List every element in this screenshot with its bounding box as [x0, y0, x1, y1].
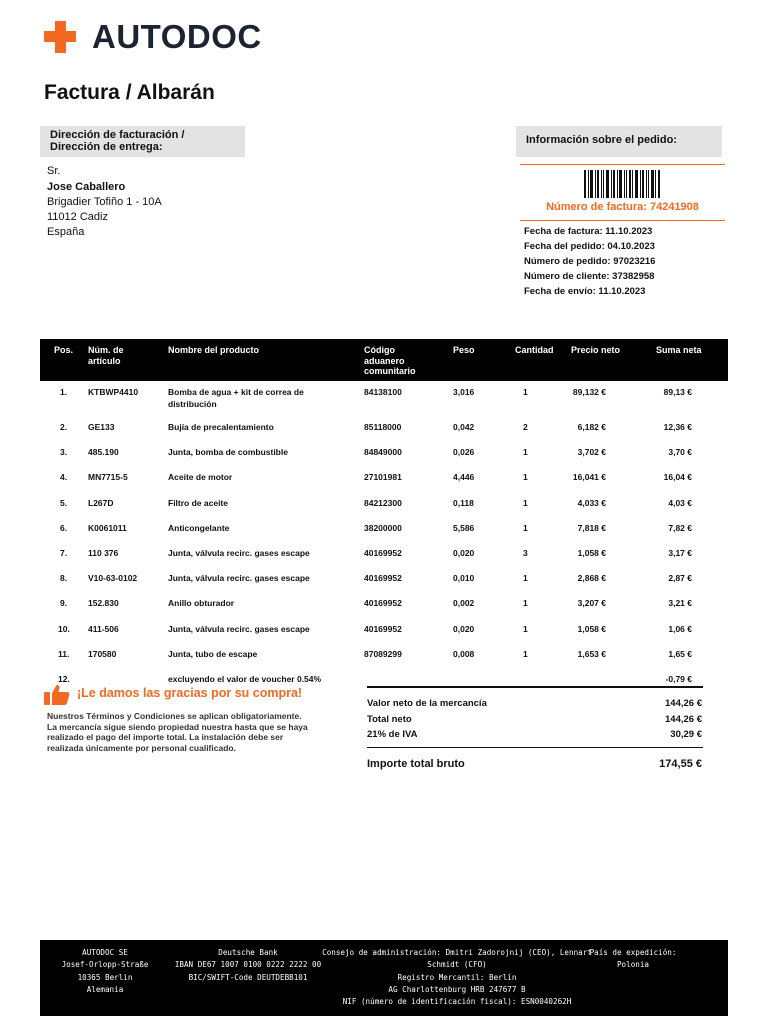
header-weight: Peso: [453, 345, 475, 355]
cell-net-sum: -0,79 €: [665, 673, 692, 684]
cell-article: 170580: [88, 648, 117, 659]
footer-text: Registro Mercantil: Berlín: [397, 972, 517, 982]
table-row: [40, 592, 728, 617]
totals-block: [367, 686, 703, 773]
cell-net-sum: 2,87 €: [668, 573, 692, 584]
terms-text: Nuestros Términos y Condiciones se aplican obligatoriamente. La mercancía sigue siendo propiedad nuestra hasta que se haya realizado el pago del importe total. La instalación debe ser realizada únicamente por personal cualificado.: [47, 711, 308, 753]
header-pos: Pos.: [54, 345, 74, 355]
cell-article: MN7715-5: [88, 472, 128, 483]
cell-product: Junta, bomba de combustible: [168, 447, 288, 458]
table-row: [40, 381, 728, 416]
header-article: Núm. de artículo: [88, 345, 124, 366]
cell-customs: 87089299: [364, 648, 402, 659]
gross-total-amount: 174,55 €: [659, 757, 702, 770]
cell-qty: 1: [523, 573, 528, 584]
cell-qty: 3: [523, 547, 528, 558]
vat-amount: 30,29 €: [670, 729, 702, 740]
cell-customs: 85118000: [364, 422, 402, 432]
cell-article: L267D: [88, 497, 114, 508]
cell-article: V10-63-0102: [88, 573, 138, 584]
cell-customs: 40169952: [364, 573, 402, 584]
cell-qty: 2: [523, 422, 528, 432]
table-row: [40, 567, 728, 592]
cell-product: Bomba de agua + kit de correa de distribución: [168, 387, 304, 409]
cell-qty: 1: [523, 623, 528, 634]
cell-product: Junta, válvula recirc. gases escape: [168, 623, 310, 634]
cell-net-price: 2,868 €: [577, 573, 606, 584]
cell-pos: 1.: [60, 387, 68, 397]
items-table-body: [40, 381, 728, 693]
autodoc-logo: [44, 20, 262, 54]
order-details: [524, 224, 655, 299]
goods-net-value: [367, 698, 703, 714]
cell-article: KTBWP4410: [88, 387, 139, 397]
plus-logo-icon: [44, 21, 76, 53]
cell-article: GE133: [88, 422, 115, 432]
cell-product: Filtro de aceite: [168, 497, 228, 508]
cell-customs: 40169952: [364, 623, 402, 634]
cell-net-price: 1,058 €: [577, 547, 606, 558]
cell-weight: 0,118: [453, 497, 474, 508]
cell-weight: 5,586: [453, 522, 475, 533]
footer-text: Schmidt (CFO): [427, 960, 487, 970]
cell-customs: 40169952: [364, 547, 402, 558]
footer-text: País de expedición:: [589, 948, 677, 957]
cell-net-price: 16,041 €: [572, 472, 606, 483]
gross-total-label: Importe total bruto: [367, 757, 465, 770]
table-row: [40, 416, 728, 441]
cell-pos: 3.: [60, 447, 68, 458]
cell-qty: 1: [523, 497, 528, 508]
ship-date: Fecha de envío: 11.10.2023: [524, 286, 646, 297]
table-row: [40, 643, 728, 668]
cell-net-price: 3,207 €: [577, 598, 606, 609]
footer-text: Alemania: [86, 984, 124, 994]
address-city: 11012 Cadiz: [47, 211, 108, 223]
cell-pos: 8.: [60, 573, 68, 584]
footer-text: Polonia: [616, 960, 649, 970]
customer-name: Jose Caballero: [47, 181, 126, 193]
address-country: España: [47, 226, 85, 238]
cell-net-sum: 3,17 €: [668, 547, 692, 558]
cell-customs: 38200000: [364, 522, 402, 533]
net-total: [367, 714, 703, 730]
cell-net-price: 4,033 €: [577, 497, 606, 508]
cell-customs: 84212300: [364, 497, 402, 508]
cell-net-price: 1,058 €: [577, 623, 606, 634]
thumbs-up-icon: [44, 684, 70, 706]
cell-pos: 12.: [58, 673, 70, 684]
cell-product: Bujía de precalentamiento: [168, 422, 274, 432]
cell-qty: 1: [523, 648, 528, 659]
cell-net-price: 7,818 €: [577, 522, 606, 533]
vat-label: 21% de IVA: [367, 729, 418, 740]
customer-number: Número de cliente: 37382958: [524, 271, 655, 282]
table-row: [40, 466, 728, 491]
cell-customs: 27101981: [364, 472, 402, 483]
billing-address-heading: Dirección de facturación / Dirección de entrega:: [40, 126, 245, 157]
cell-weight: 0,042: [453, 422, 475, 432]
goods-net-amount: 144,26 €: [665, 698, 702, 709]
cell-article: 110 376: [88, 547, 119, 558]
cell-weight: 3,016: [453, 387, 475, 397]
footer-text: AUTODOC SE: [82, 948, 128, 957]
cell-net-sum: 89,13 €: [663, 387, 692, 397]
header-qty: Cantidad: [515, 345, 554, 355]
header-customs: Código aduanero comunitario: [364, 345, 416, 376]
table-row: [40, 618, 728, 643]
footer-text: IBAN DE67 1007 0100 0222 2222 00: [174, 960, 322, 970]
cell-net-price: 6,182 €: [577, 422, 606, 432]
thanks-message: ¡Le damos las gracias por su compra!: [77, 686, 303, 700]
footer: [40, 940, 728, 1016]
cell-customs: 40169952: [364, 598, 402, 609]
cell-customs: 84138100: [364, 387, 402, 397]
cell-product: Anticongelante: [168, 522, 230, 533]
footer-text: NIF (número de identificación fiscal): ESN0040262H: [342, 997, 572, 1007]
table-row: [40, 441, 728, 466]
page-title: Factura / Albarán: [44, 81, 215, 104]
divider: [520, 164, 725, 165]
footer-text: Consejo de administración: Dmitri Zadorojnij (CEO), Lennart: [322, 948, 592, 957]
cell-qty: 1: [523, 387, 528, 397]
footer-shipping: [586, 947, 680, 972]
cell-product: Junta, tubo de escape: [168, 648, 258, 659]
cell-pos: 10.: [58, 623, 70, 634]
footer-text: BIC/SWIFT-Code DEUTDEBB101: [188, 972, 308, 982]
invoice-date: Fecha de factura: 11.10.2023: [524, 226, 653, 237]
cell-net-sum: 7,82 €: [668, 522, 692, 533]
vat: [367, 729, 703, 745]
cell-pos: 6.: [60, 522, 68, 533]
goods-net-label: Valor neto de la mercancía: [367, 698, 487, 709]
cell-weight: 0,020: [453, 623, 475, 634]
invoice-number: Número de factura: 74241908: [546, 201, 699, 213]
table-row: [40, 542, 728, 567]
cell-net-sum: 12,36 €: [663, 422, 692, 432]
header-net-price: Precio neto: [571, 345, 621, 355]
cell-pos: 11.: [58, 648, 70, 659]
cell-net-sum: 1,06 €: [668, 623, 692, 634]
header-net-sum: Suma neta: [656, 345, 702, 355]
cell-article: 152.830: [88, 598, 119, 609]
cell-pos: 4.: [60, 472, 68, 483]
cell-article: 411-506: [88, 623, 119, 634]
cell-net-price: 3,702 €: [577, 447, 606, 458]
table-row: [40, 492, 728, 517]
cell-net-sum: 3,21 €: [668, 598, 692, 609]
cell-article: K0061011: [88, 522, 127, 533]
cell-pos: 2.: [60, 422, 68, 432]
cell-product: Junta, válvula recirc. gases escape: [168, 573, 310, 584]
cell-qty: 1: [523, 447, 528, 458]
table-row: [40, 517, 728, 542]
cell-product: excluyendo el valor de voucher 0.54%: [168, 673, 322, 684]
cell-net-sum: 16,04 €: [663, 472, 692, 483]
header-product: Nombre del producto: [168, 345, 260, 355]
cell-pos: 9.: [60, 598, 68, 609]
cell-product: Aceite de motor: [168, 472, 233, 483]
cell-article: 485.190: [88, 447, 119, 458]
cell-weight: 0,008: [453, 648, 475, 659]
cell-qty: 1: [523, 522, 528, 533]
footer-company: [60, 947, 150, 996]
cell-net-sum: 4,03 €: [668, 497, 692, 508]
cell-pos: 7.: [60, 547, 68, 558]
cell-product: Anillo obturador: [168, 598, 235, 609]
footer-text: AG Charlottenburg HRB 247677 B: [388, 984, 526, 994]
salutation: Sr.: [47, 165, 61, 177]
cell-pos: 5.: [60, 497, 68, 508]
items-table-header: [40, 339, 728, 381]
net-total-label: Total neto: [367, 713, 412, 725]
address-street: Brigadier Tofiño 1 - 10A: [47, 196, 162, 208]
brand-name: AUTODOC: [92, 18, 262, 55]
cell-customs: 84849000: [364, 447, 402, 458]
order-date: Fecha del pedido: 04.10.2023: [524, 241, 655, 252]
cell-net-sum: 1,65 €: [668, 648, 692, 659]
cell-net-price: 89,132 €: [572, 387, 606, 397]
cell-weight: 0,026: [453, 447, 475, 458]
order-info-heading: Información sobre el pedido:: [516, 126, 722, 157]
cell-net-price: 1,653 €: [577, 648, 606, 659]
footer-bank: [168, 947, 328, 984]
footer-text: 10365 Berlin: [77, 972, 133, 982]
cell-weight: 4,446: [453, 472, 475, 483]
footer-text: Deutsche Bank: [218, 948, 278, 957]
footer-board: [322, 947, 592, 1008]
billing-address: [47, 164, 162, 240]
divider: [520, 220, 725, 221]
cell-weight: 0,020: [453, 547, 475, 558]
cell-weight: 0,002: [453, 598, 475, 609]
cell-net-sum: 3,70 €: [668, 447, 692, 458]
footer-text: Josef-Orlopp-Straße: [61, 960, 149, 970]
cell-qty: 1: [523, 472, 528, 483]
order-number: Número de pedido: 97023216: [524, 256, 656, 267]
cell-qty: 1: [523, 598, 528, 609]
barcode-icon: [584, 170, 660, 198]
net-total-amount: 144,26 €: [665, 713, 702, 725]
gross-total: [367, 758, 703, 774]
cell-product: Junta, válvula recirc. gases escape: [168, 547, 310, 558]
cell-weight: 0,010: [453, 573, 475, 584]
